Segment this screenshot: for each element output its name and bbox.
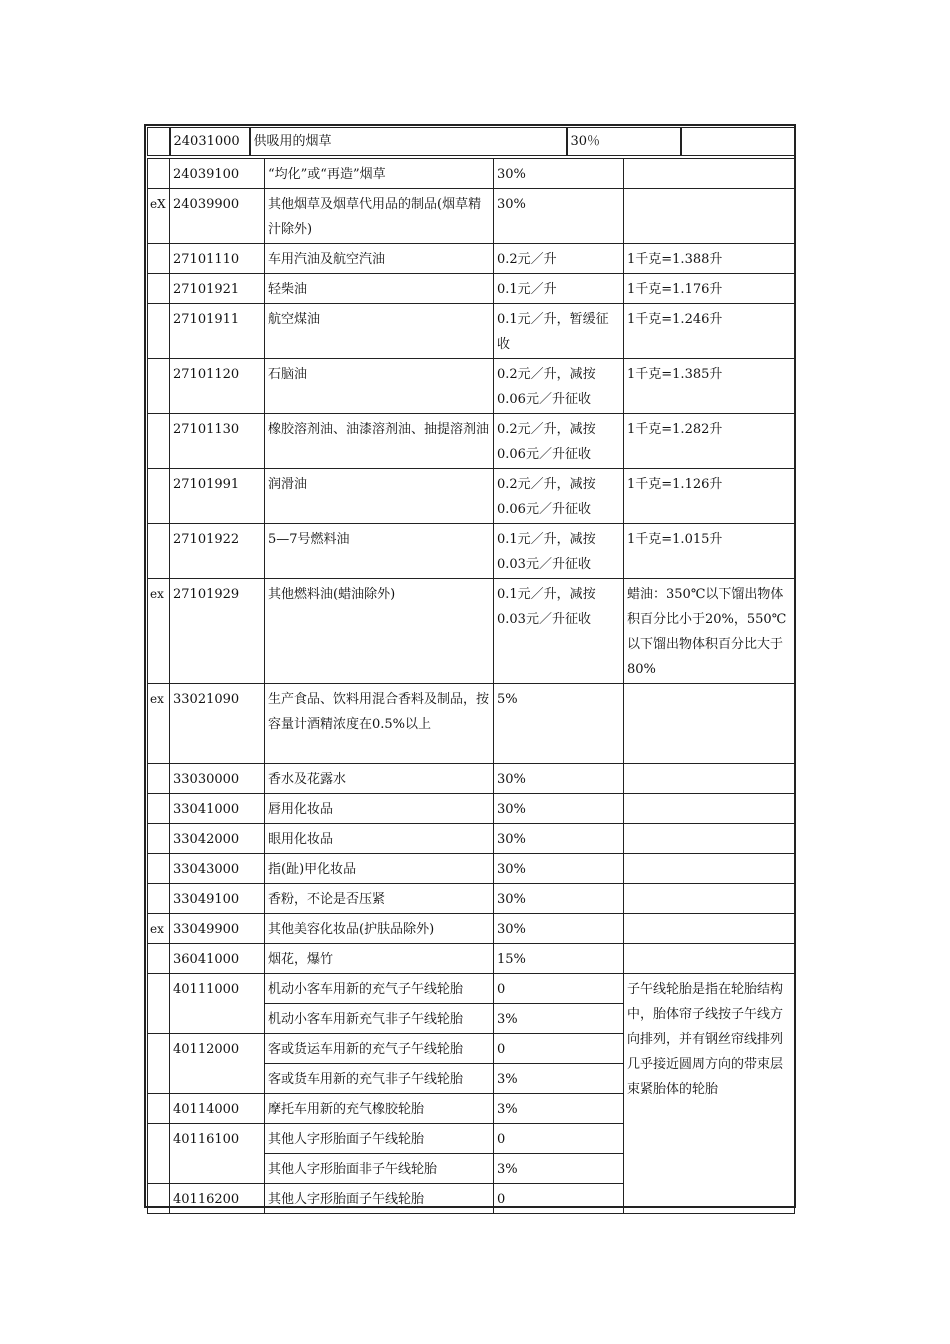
rate-cell: 30% [494,914,624,944]
rate-cell: 30% [494,189,624,244]
note-cell: 1千克=1.388升 [624,244,795,274]
item-cell: 指(趾)甲化妆品 [265,854,494,884]
note-cell: 1千克=1.282升 [624,414,795,469]
code-cell: 33042000 [170,824,265,854]
mark-cell [148,128,170,156]
mark-cell [148,304,170,359]
code-cell: 33043000 [170,854,265,884]
mark-cell [148,854,170,884]
note-cell: 1千克=1.246升 [624,304,795,359]
rate-cell: 0.2元／升，减按0.06元／升征收 [494,414,624,469]
table-row [148,684,795,764]
mark-cell [148,1094,170,1124]
table-row [148,189,795,244]
rate-cell: 30％ [567,128,681,156]
item-cell: 车用汽油及航空汽油 [265,244,494,274]
code-cell: 27101120 [170,359,265,414]
rate-cell: 30% [494,854,624,884]
mark-cell [148,359,170,414]
item-cell: 其他人字形胎面非子午线轮胎 [265,1154,494,1184]
item-cell: 其他美容化妆品(护肤品除外) [265,914,494,944]
mark-cell [148,1034,170,1094]
table-row [148,524,795,579]
item-cell: 其他燃料油(蜡油除外) [265,579,494,684]
code-cell: 40116200 [170,1184,265,1214]
mark-cell [148,159,170,189]
note-cell [624,944,795,974]
rate-cell: 15% [494,944,624,974]
item-cell: 供吸用的烟草 [250,128,567,156]
item-cell: 摩托车用新的充气橡胶轮胎 [265,1094,494,1124]
note-cell [624,794,795,824]
mark-cell [148,244,170,274]
item-cell: 轻柴油 [265,274,494,304]
mark-cell [148,974,170,1034]
item-cell: 烟花，爆竹 [265,944,494,974]
item-cell: 橡胶溶剂油、油漆溶剂油、抽提溶剂油 [265,414,494,469]
item-cell: 香水及花露水 [265,764,494,794]
rate-cell: 0 [494,1124,624,1154]
mark-cell [148,414,170,469]
code-cell: 40116100 [170,1124,265,1184]
note-cell [624,159,795,189]
rate-cell: 3% [494,1064,624,1094]
mark-cell [148,1184,170,1214]
rate-cell: 0.2元／升，减按0.06元／升征收 [494,469,624,524]
rate-cell: 5% [494,684,624,764]
rate-cell: 30% [494,794,624,824]
item-cell: 其他烟草及烟草代用品的制品(烟草精汁除外) [265,189,494,244]
mark-cell [148,944,170,974]
note-cell [624,854,795,884]
code-cell: 33049100 [170,884,265,914]
tax-table [147,158,795,1214]
table-row [148,469,795,524]
rate-cell: 0.1元／升，减按0.03元／升征收 [494,524,624,579]
mark-cell [148,274,170,304]
table-row [148,128,795,156]
table-row [148,359,795,414]
rate-cell: 0.1元／升 [494,274,624,304]
item-cell: 眼用化妆品 [265,824,494,854]
table-row [148,764,795,794]
rate-cell: 0.1元／升，减按0.03元／升征收 [494,579,624,684]
code-cell: 27101921 [170,274,265,304]
mark-cell [148,824,170,854]
rate-cell: 0.2元／升，减按0.06元／升征收 [494,359,624,414]
item-cell: 生产食品、饮料用混合香料及制品，按容量计酒精浓度在0.5%以上 [265,684,494,764]
item-cell: “均化”或“再造”烟草 [265,159,494,189]
code-cell: 33041000 [170,794,265,824]
table-row [148,944,795,974]
code-cell: 40114000 [170,1094,265,1124]
table-row [148,244,795,274]
rate-cell: 0 [494,974,624,1004]
note-cell [624,884,795,914]
table-row [148,824,795,854]
table-row [148,884,795,914]
code-cell: 40111000 [170,974,265,1034]
item-cell: 石脑油 [265,359,494,414]
code-cell: 24031000 [170,128,250,156]
code-cell: 27101922 [170,524,265,579]
rate-cell: 3% [494,1154,624,1184]
table-row [148,304,795,359]
item-cell: 航空煤油 [265,304,494,359]
code-cell: 27101929 [170,579,265,684]
mark-cell [148,794,170,824]
rate-cell: 0 [494,1184,624,1214]
mark-cell [148,1124,170,1184]
mark-cell [148,469,170,524]
code-cell: 27101911 [170,304,265,359]
header-row-table [147,127,796,156]
rate-cell: 0.2元／升 [494,244,624,274]
table-row [148,274,795,304]
code-cell: 33049900 [170,914,265,944]
rate-cell: 30% [494,824,624,854]
rate-cell: 3% [494,1094,624,1124]
table-row [148,914,795,944]
mark-cell [148,524,170,579]
item-cell: 机动小客车用新充气非子午线轮胎 [265,1004,494,1034]
note-cell [624,824,795,854]
item-cell: 5—7号燃料油 [265,524,494,579]
mark-cell: ex [148,579,170,684]
note-cell: 1千克=1.385升 [624,359,795,414]
item-cell: 其他人字形胎面子午线轮胎 [265,1184,494,1214]
table-row [148,974,795,1004]
mark-cell [148,884,170,914]
rate-cell: 3% [494,1004,624,1034]
code-cell: 24039900 [170,189,265,244]
mark-cell: eX [148,189,170,244]
code-cell: 36041000 [170,944,265,974]
table-row [148,159,795,189]
item-cell: 香粉，不论是否压紧 [265,884,494,914]
table-row [148,414,795,469]
rate-cell: 0 [494,1034,624,1064]
table-row [148,579,795,684]
code-cell: 27101110 [170,244,265,274]
note-cell [624,914,795,944]
rate-cell: 30% [494,884,624,914]
mark-cell: ex [148,684,170,764]
item-cell: 客或货运车用新的充气子午线轮胎 [265,1034,494,1064]
note-cell: 1千克=1.176升 [624,274,795,304]
table-row [148,794,795,824]
code-cell: 33021090 [170,684,265,764]
note-cell [681,128,795,156]
item-cell: 唇用化妆品 [265,794,494,824]
code-cell: 40112000 [170,1034,265,1094]
note-cell: 蜡油：350℃以下馏出物体积百分比小于20%，550℃以下馏出物体积百分比大于80% [624,579,795,684]
rate-cell: 0.1元／升，暂缓征收 [494,304,624,359]
item-cell: 润滑油 [265,469,494,524]
rate-cell: 30% [494,159,624,189]
item-cell: 客或货车用新的充气非子午线轮胎 [265,1064,494,1094]
mark-cell: ex [148,914,170,944]
item-cell: 机动小客车用新的充气子午线轮胎 [265,974,494,1004]
table-row [148,854,795,884]
code-cell: 27101130 [170,414,265,469]
note-cell: 1千克=1.126升 [624,469,795,524]
code-cell: 27101991 [170,469,265,524]
tyre-note-cell: 子午线轮胎是指在轮胎结构中，胎体帘子线按子午线方向排列，并有钢丝帘线排列几乎接近圆周方向的带束层束紧胎体的轮胎 [624,974,795,1214]
code-cell: 33030000 [170,764,265,794]
mark-cell [148,764,170,794]
note-cell: 1千克=1.015升 [624,524,795,579]
code-cell: 24039100 [170,159,265,189]
note-cell [624,189,795,244]
rate-cell: 30% [494,764,624,794]
note-cell [624,684,795,764]
note-cell [624,764,795,794]
item-cell: 其他人字形胎面子午线轮胎 [265,1124,494,1154]
